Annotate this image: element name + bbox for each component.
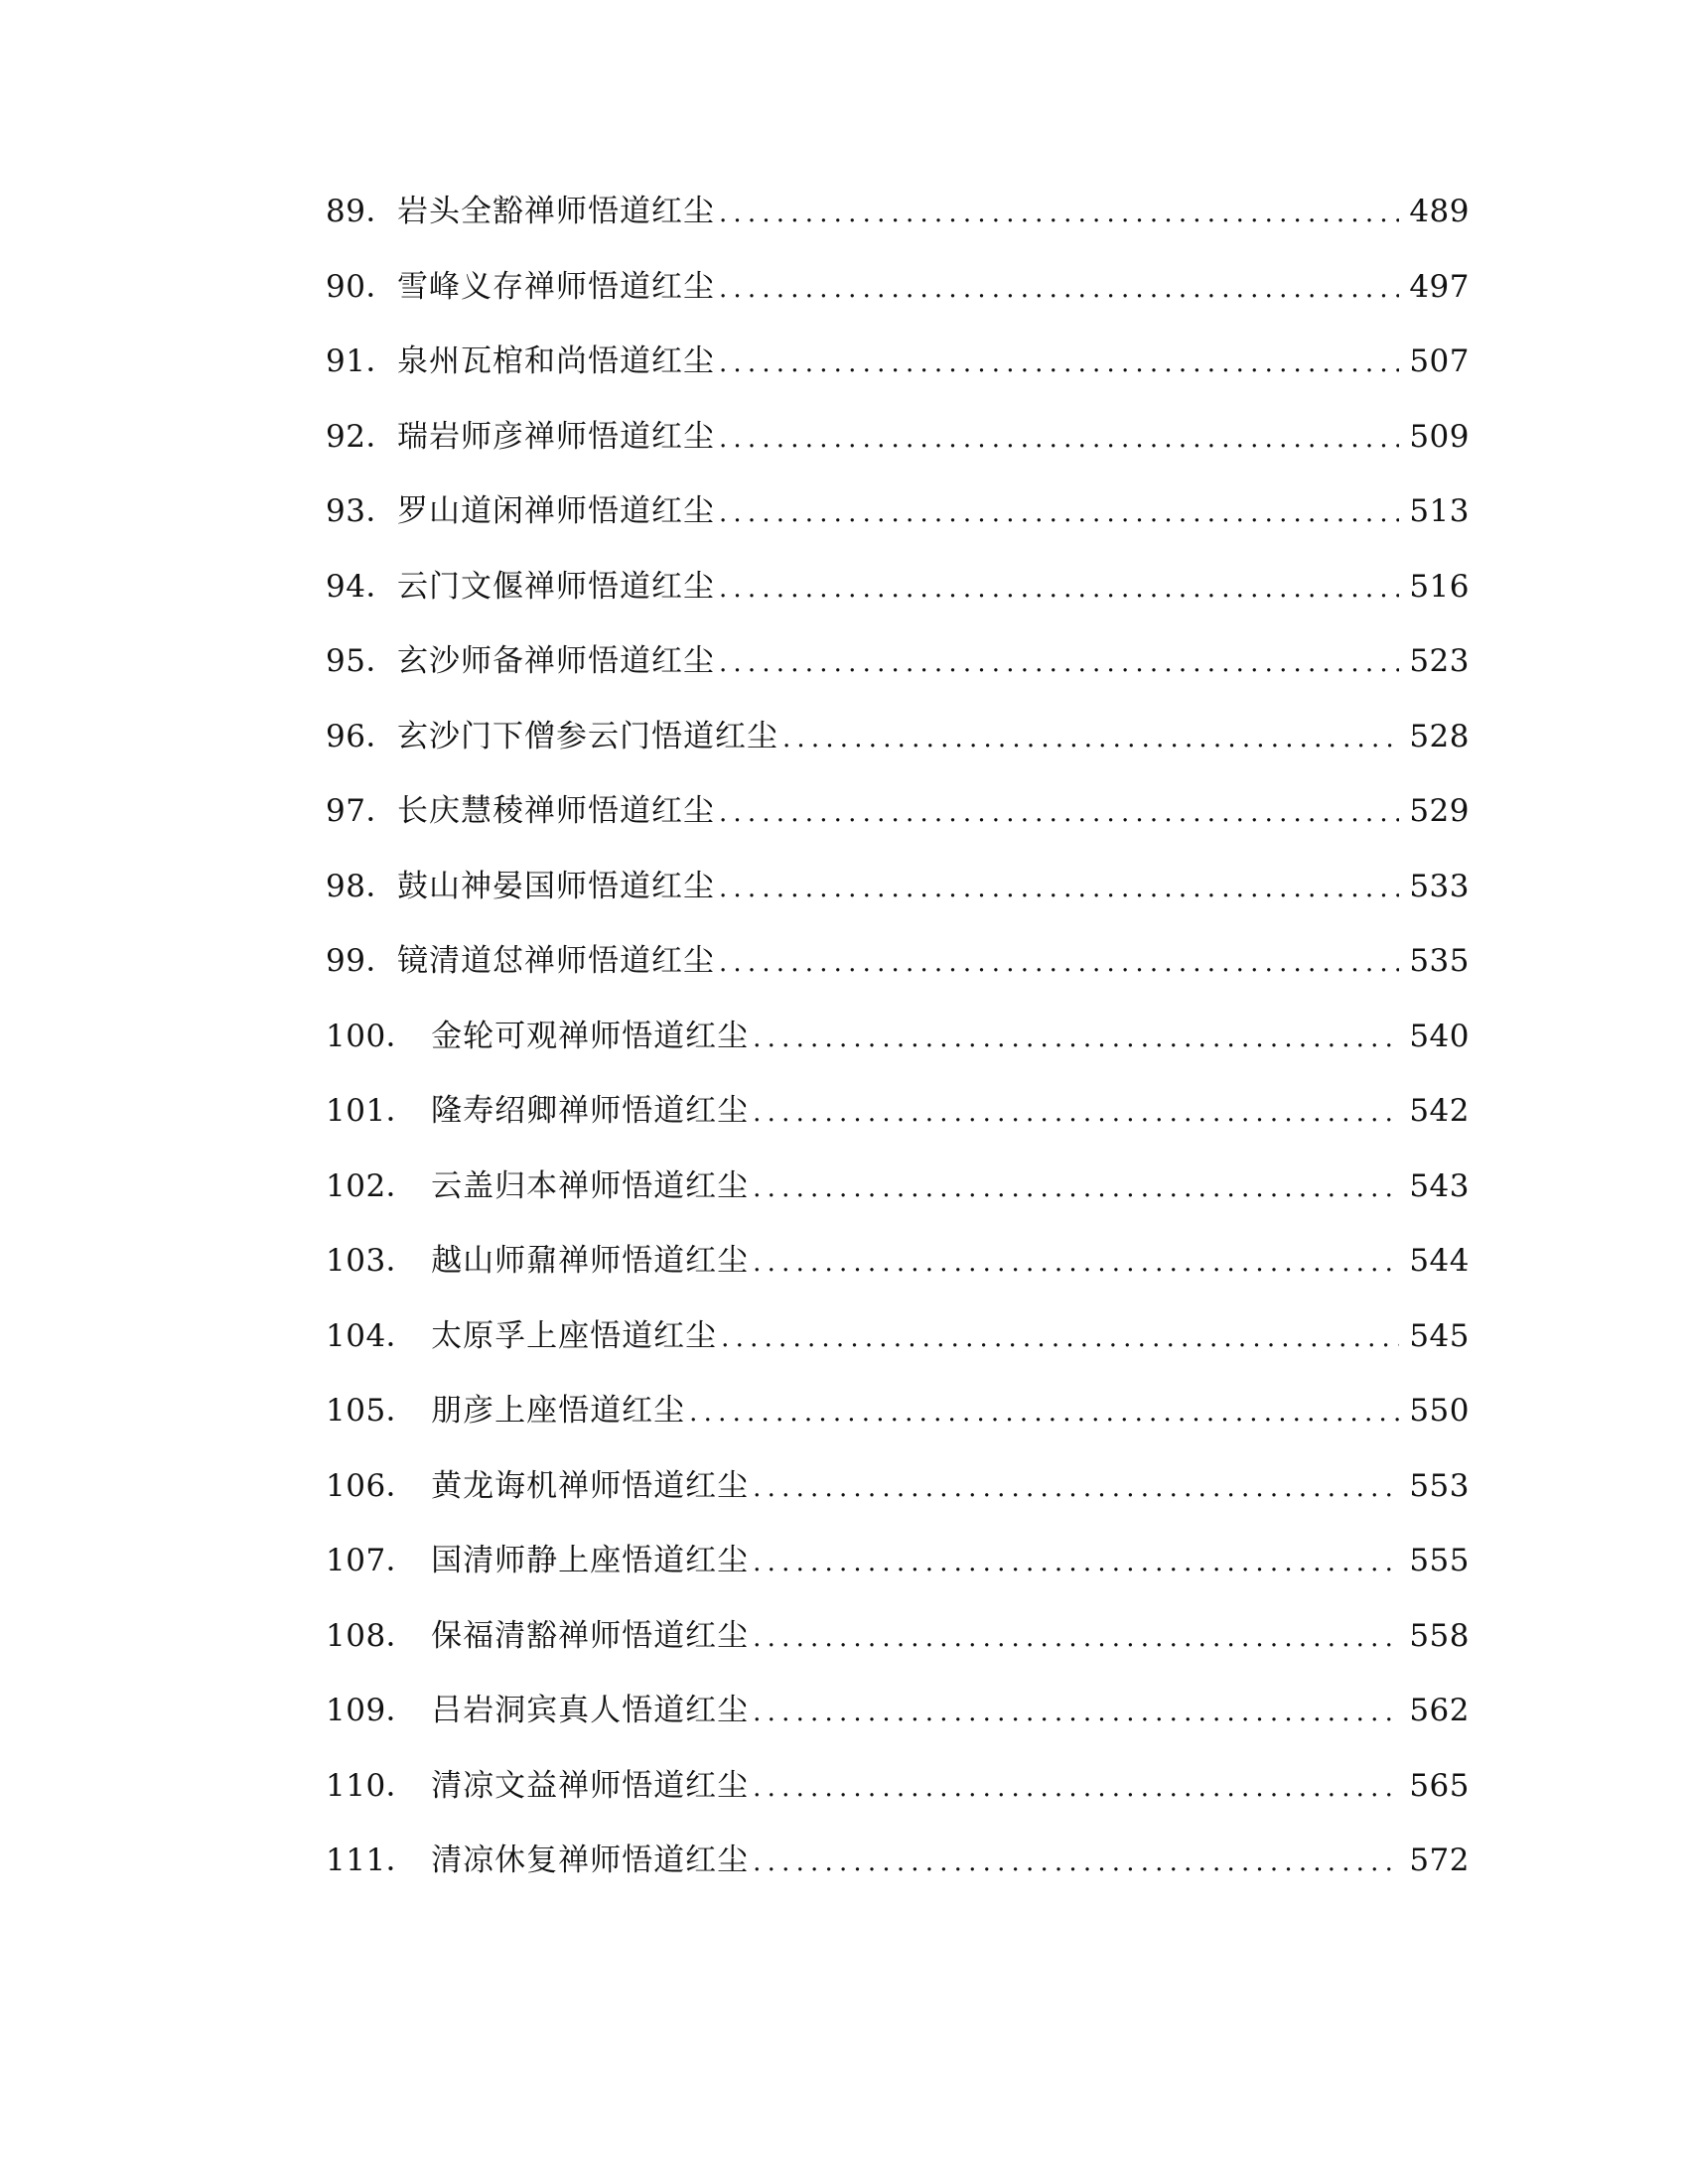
toc-entry[interactable]: [326, 1615, 1470, 1691]
toc-entry[interactable]: [326, 1690, 1470, 1765]
entry-number: 99．: [326, 943, 397, 979]
entry-number: 110．: [326, 1767, 418, 1804]
entry-number: 97．: [326, 793, 397, 829]
entry-number: 89．: [326, 194, 397, 229]
entry-number: 109．: [326, 1693, 418, 1728]
entry-number: 98．: [326, 868, 397, 904]
entry-page-number: 565: [1409, 1767, 1470, 1804]
dot-leader: [719, 418, 1399, 460]
entry-title: 雪峰义存禅师悟道红尘: [396, 268, 715, 305]
entry-title: 泉州瓦棺和尚悟道红尘: [396, 343, 715, 379]
entry-number: 91．: [326, 343, 397, 379]
entry-number: 111．: [326, 1843, 418, 1878]
entry-number: 94．: [326, 568, 397, 605]
toc-entry[interactable]: [326, 566, 1470, 641]
dot-leader: [753, 1767, 1399, 1809]
toc-entry[interactable]: [326, 866, 1470, 941]
entry-title: 黄龙诲机禅师悟道红尘: [431, 1467, 750, 1504]
entry-title: 越山师鼐禅师悟道红尘: [431, 1243, 750, 1279]
entry-page-number: 528: [1409, 718, 1470, 754]
entry-number: 100．: [326, 1018, 418, 1054]
entry-page-number: 545: [1409, 1317, 1470, 1354]
entry-number: 92．: [326, 418, 397, 455]
entry-number: 95．: [326, 643, 397, 679]
dot-leader: [719, 942, 1399, 984]
entry-title: 罗山道闲禅师悟道红尘: [396, 493, 715, 529]
entry-page-number: 553: [1409, 1467, 1470, 1504]
entry-title: 镜清道怤禅师悟道红尘: [396, 943, 715, 979]
entry-page-number: 529: [1409, 793, 1470, 829]
dot-leader: [689, 1392, 1399, 1433]
toc-entry[interactable]: [326, 490, 1470, 566]
dot-leader: [753, 1467, 1399, 1509]
entry-number: 101．: [326, 1093, 418, 1129]
dot-leader: [719, 868, 1399, 909]
toc-entry[interactable]: [326, 1016, 1470, 1091]
entry-number: 96．: [326, 718, 397, 754]
entry-number: 103．: [326, 1243, 418, 1279]
entry-number: 106．: [326, 1467, 418, 1504]
entry-number: 93．: [326, 493, 397, 529]
toc-entry[interactable]: [326, 1240, 1470, 1315]
dot-leader: [753, 1617, 1399, 1659]
entry-page-number: 523: [1409, 643, 1470, 679]
toc-entry[interactable]: [326, 1540, 1470, 1615]
entry-title: 长庆慧稜禅师悟道红尘: [396, 793, 715, 829]
entry-title: 太原孚上座悟道红尘: [431, 1317, 718, 1354]
entry-page-number: 540: [1409, 1018, 1470, 1054]
dot-leader: [753, 1692, 1399, 1733]
entry-page-number: 513: [1409, 493, 1470, 529]
dot-leader: [719, 568, 1399, 610]
entry-page-number: 550: [1409, 1393, 1470, 1429]
toc-entry[interactable]: [326, 416, 1470, 491]
entry-page-number: 555: [1409, 1543, 1470, 1578]
entry-number: 105．: [326, 1393, 418, 1429]
toc-entry[interactable]: [326, 266, 1470, 341]
toc-entry[interactable]: [326, 1315, 1470, 1391]
toc-entry[interactable]: [326, 1090, 1470, 1165]
dot-leader: [753, 1167, 1399, 1209]
entry-title: 清凉休复禅师悟道红尘: [431, 1843, 750, 1878]
toc-entry[interactable]: [326, 1840, 1470, 1915]
entry-page-number: 542: [1409, 1093, 1470, 1129]
dot-leader: [719, 642, 1399, 684]
entry-title: 金轮可观禅师悟道红尘: [431, 1018, 750, 1054]
toc-entry[interactable]: [326, 1165, 1470, 1241]
dot-leader: [753, 1842, 1399, 1883]
entry-title: 云盖归本禅师悟道红尘: [431, 1167, 750, 1204]
entry-page-number: 533: [1409, 868, 1470, 904]
entry-page-number: 543: [1409, 1167, 1470, 1204]
entry-number: 107．: [326, 1543, 418, 1578]
entry-title: 吕岩洞宾真人悟道红尘: [431, 1693, 750, 1728]
dot-leader: [753, 1018, 1399, 1059]
table-of-contents: [326, 191, 1470, 1915]
entry-page-number: 497: [1409, 268, 1470, 305]
toc-entry[interactable]: [326, 341, 1470, 416]
dot-leader: [719, 193, 1399, 234]
toc-entry[interactable]: [326, 1765, 1470, 1841]
entry-title: 岩头全豁禅师悟道红尘: [396, 194, 715, 229]
dot-leader: [753, 1542, 1399, 1583]
entry-title: 国清师静上座悟道红尘: [431, 1543, 750, 1578]
entry-page-number: 489: [1409, 194, 1470, 229]
entry-number: 102．: [326, 1167, 418, 1204]
toc-entry[interactable]: [326, 1390, 1470, 1465]
toc-entry[interactable]: [326, 790, 1470, 866]
dot-leader: [719, 792, 1399, 834]
entry-title: 隆寿绍卿禅师悟道红尘: [431, 1093, 750, 1129]
toc-entry[interactable]: [326, 716, 1470, 791]
dot-leader: [782, 718, 1399, 759]
entry-number: 104．: [326, 1317, 418, 1354]
entry-title: 玄沙门下僧参云门悟道红尘: [396, 718, 778, 754]
dot-leader: [753, 1242, 1399, 1284]
entry-number: 90．: [326, 268, 397, 305]
entry-title: 鼓山神晏国师悟道红尘: [396, 868, 715, 904]
dot-leader: [719, 268, 1399, 310]
entry-page-number: 558: [1409, 1617, 1470, 1654]
dot-leader: [721, 1317, 1399, 1359]
entry-page-number: 507: [1409, 343, 1470, 379]
entry-page-number: 572: [1409, 1843, 1470, 1878]
dot-leader: [753, 1092, 1399, 1134]
entry-page-number: 544: [1409, 1243, 1470, 1279]
toc-entry[interactable]: [326, 640, 1470, 716]
entry-page-number: 562: [1409, 1693, 1470, 1728]
entry-page-number: 516: [1409, 568, 1470, 605]
entry-title: 玄沙师备禅师悟道红尘: [396, 643, 715, 679]
entry-title: 保福清豁禅师悟道红尘: [431, 1617, 750, 1654]
entry-title: 瑞岩师彦禅师悟道红尘: [396, 418, 715, 455]
dot-leader: [719, 342, 1399, 384]
entry-title: 云门文偃禅师悟道红尘: [396, 568, 715, 605]
entry-number: 108．: [326, 1617, 418, 1654]
dot-leader: [719, 492, 1399, 534]
entry-page-number: 535: [1409, 943, 1470, 979]
entry-title: 清凉文益禅师悟道红尘: [431, 1767, 750, 1804]
toc-entry[interactable]: [326, 1465, 1470, 1541]
entry-page-number: 509: [1409, 418, 1470, 455]
toc-entry[interactable]: [326, 191, 1470, 266]
entry-title: 朋彦上座悟道红尘: [431, 1393, 686, 1429]
toc-entry[interactable]: [326, 940, 1470, 1016]
